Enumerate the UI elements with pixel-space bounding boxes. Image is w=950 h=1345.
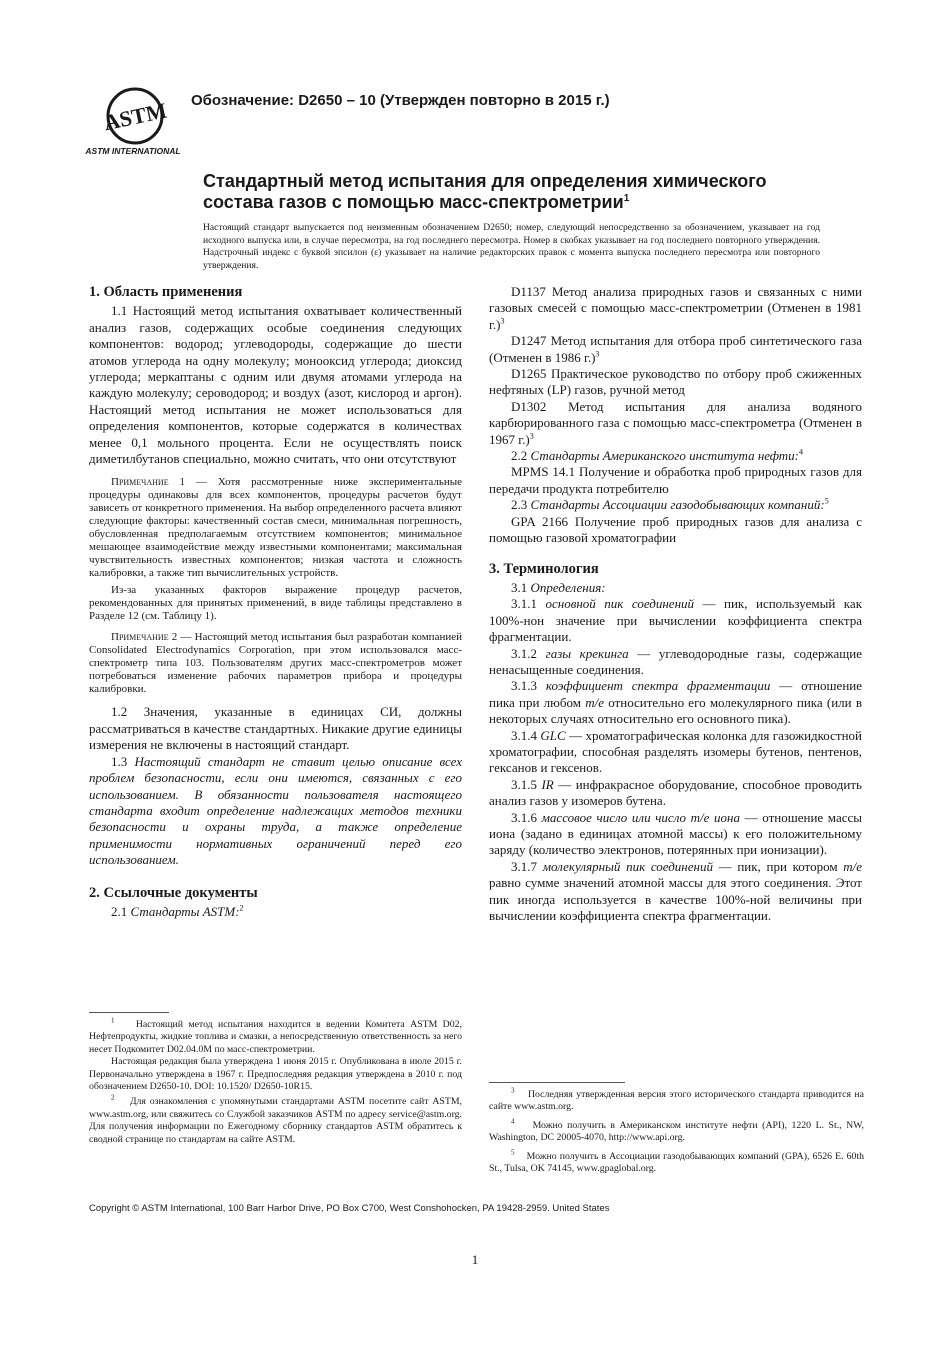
paragraph-2-2	[489, 448, 862, 464]
footnote-2-text: Для ознакомления с упомянутыми стандартами ASTM посетите сайт ASTM, www.astm.org, или свяжитесь со Службой заказчиков ASTM по адресу service@astm.org. Для получения информации по Ежегодному сборнику стандартов ASTM обратитесь к сводной странице по стандартам на сайте ASTM.	[89, 1096, 462, 1145]
paragraph-3-1-6-term: массовое число или число m/e иона	[541, 809, 740, 825]
paragraph-3-1-1-term: основной пик соединений	[545, 596, 695, 612]
paragraph-2-3-num: 2.3	[511, 497, 531, 513]
paragraph-3-1-3-num: 3.1.3	[511, 678, 546, 694]
note-2-text: — Настоящий метод испытания был разработан компанией Consolidated Electrodynamics Corporation, при этом использовался масс-спектрометр типа 103. Пользователям других масс-спектрометров может потребоваться изменение рабочих параметров прибора и процедуры калибровки.	[89, 631, 462, 696]
paragraph-3-1-6	[489, 810, 862, 859]
paragraph-3-1-2-term: газы крекинга	[545, 645, 629, 661]
ref-d1137-text: D1137 Метод анализа природных газов и связанных с ними газовых смесей с помощью масс-спектрометрии (Отменен в 1981 г.)	[489, 284, 862, 332]
footnotes-right	[489, 1082, 864, 1175]
note-1-continuation: Из-за указанных факторов выражение процедур расчетов, рекомендованных для принятых применений, в виде таблицы представлено в Разделе 12 (см. Таблицу 1).	[89, 584, 462, 623]
paragraph-3-1-7-text-b: равно сумме значений атомной массы для этого соединения. Этот пик иногда используется в качестве 100%-ной величины при вычислении коэффициента спектра фрагментации.	[489, 875, 862, 924]
paragraph-2-1	[89, 904, 462, 920]
footnote-2-mark: 2	[111, 1094, 115, 1103]
paragraph-2-1-text: Стандарты ASTM:	[130, 903, 240, 919]
title-footnote-mark: 1	[623, 193, 630, 204]
paragraph-3-1-4-text: — хроматографическая колонка для газожидкостной хроматографии, способная разделять изомеры бутенов, пентенов, гексанов и гексенов.	[489, 727, 862, 776]
left-column	[89, 284, 462, 920]
paragraph-2-2-sup: 4	[799, 447, 803, 457]
paragraph-3-1-5-term: IR	[541, 776, 554, 792]
paragraph-3-1-2-text: — углеводородные газы, содержащие ненасыщенные соединения.	[489, 645, 862, 677]
page-number: 1	[471, 1252, 479, 1267]
footnote-2	[89, 1096, 462, 1146]
ref-d1302-sup: 3	[529, 431, 534, 441]
note-1	[89, 476, 462, 623]
paragraph-1-2: 1.2 Значения, указанные в единицах СИ, должны рассматриваться в качестве стандартных. Никакие другие единицы измерения не включены в настоящий стандарт.	[89, 704, 462, 753]
section-1-heading: 1. Область применения	[89, 284, 243, 300]
ref-d1137-sup: 3	[500, 316, 505, 326]
footnotes-left	[89, 1012, 462, 1146]
paragraph-3-1-5-num: 3.1.5	[511, 776, 542, 792]
section-3-heading: 3. Терминология	[489, 560, 599, 577]
ref-d1137	[489, 284, 862, 333]
astm-logo-icon	[85, 86, 181, 158]
footnote-1-text: Настоящий метод испытания находится в ведении Комитета ASTM D02, Нефтепродукты, жидкие топлива и смазки, а непосредственную ответственность за него несет Подкомитет D02.04.0M по масс-спектрометрии.	[89, 1019, 462, 1055]
ref-d1302	[489, 399, 862, 448]
paragraph-3-1-4-term: GLC	[540, 727, 566, 743]
paragraph-3-1-3-term: коэффициент спектра фрагментации	[545, 678, 771, 694]
paragraph-3-1-3-text-b: относительно его молекулярного пика (или в некоторых случаях относительно его основного пика).	[489, 694, 862, 727]
paragraph-2-1-num: 2.1	[111, 903, 131, 919]
ref-gpa: GPA 2166 Получение проб природных газов для анализа с помощью газовой хроматографии	[489, 513, 862, 546]
paragraph-3-1-5-text: — инфракрасное оборудование, способное проводить анализ газов у изомеров бутена.	[489, 776, 862, 809]
paragraph-3-1-1-num: 3.1.1	[511, 596, 546, 612]
paragraph-3-1-num: 3.1	[511, 579, 531, 595]
designation: Обозначение: D2650 – 10 (Утвержден повторно в 2015 г.)	[191, 92, 610, 109]
footnote-4	[489, 1117, 864, 1145]
svg-text:ASTM: ASTM	[101, 97, 169, 136]
ref-d1247-sup: 3	[595, 349, 600, 359]
paragraph-3-1-6-num: 3.1.6	[511, 809, 542, 825]
paragraph-3-1-4	[489, 728, 862, 777]
footnote-5-mark: 5	[511, 1148, 515, 1157]
paragraph-3-1-6-text: — отношение массы иона (задано в единицах атомной массы) к его положительному заряду (количество электронов, потерянных при ионизации).	[489, 809, 862, 858]
footnote-4-mark: 4	[511, 1117, 515, 1126]
footnote-1-continuation: Настоящая редакция была утверждена 1 июня 2015 г. Опубликована в июле 2015 г. Первоначально утверждена в 1967 г. Предпоследняя редакция утверждена в 2010 г. под обозначением D2650-10. DOI: 10.1520/ D2650-10R15.	[89, 1056, 462, 1093]
paragraph-3-1	[489, 580, 862, 596]
copyright: Copyright © ASTM International, 100 Barr Harbor Drive, PO Box C700, West Conshohocken, PA 19428-2959. United States	[89, 1203, 610, 1214]
paragraph-2-2-num: 2.2	[511, 448, 531, 464]
note-2	[89, 631, 462, 696]
paragraph-2-3-text: Стандарты Ассоциации газодобывающих компаний:	[530, 497, 825, 513]
paragraph-3-1-3	[489, 678, 862, 727]
paragraph-3-1-2	[489, 646, 862, 679]
paragraph-3-1-3-text-a: — отношение пика при любом	[489, 678, 862, 710]
footnote-1	[89, 1016, 462, 1056]
footnote-5	[489, 1148, 864, 1176]
paragraph-3-1-7-text-a: — пик, при котором	[712, 858, 844, 874]
document-title	[203, 171, 823, 213]
paragraph-3-1-5	[489, 777, 862, 810]
paragraph-1-3	[89, 754, 462, 869]
paragraph-3-1-7-term: молекулярный пик соединений	[542, 858, 713, 874]
paragraph-2-3-sup: 5	[824, 496, 829, 506]
ref-d1247-text: D1247 Метод испытания для отбора проб синтетического газа (Отменен в 1986 г.)	[489, 333, 862, 365]
paragraph-3-1-text: Определения:	[530, 579, 606, 595]
ref-d1247	[489, 333, 862, 366]
footnote-4-text: Можно получить в Американском институте нефти (API), 1220 L. St., NW, Washington, DC 20005-4070, http://www.api.org.	[489, 1119, 864, 1144]
preamble: Настоящий стандарт выпускается под неизменным обозначением D2650; номер, следующий непосредственно за обозначением, указывает на год исходного выпуска или, в случае пересмотра, на год последнего пересмотра. Номер в скобках указывает на год последнего повторного утверждения. Надстрочный индекс с буквой эпсилон (ε) указывает на наличие редакторских правок с момента выпуска последнего пересмотра или повторного утверждения.	[203, 222, 820, 271]
paragraph-3-1-3-me: m/e	[585, 694, 604, 710]
paragraph-3-1-7	[489, 859, 862, 925]
footnote-3-text: Последняя утвержденная версия этого исторического стандарта приводится на сайте www.astm.org.	[489, 1089, 864, 1113]
note-2-label: Примечание 2	[111, 631, 178, 644]
section-2-heading: 2. Ссылочные документы	[89, 884, 258, 901]
paragraph-1-3-text: Настоящий стандарт не ставит целью описание всех проблем безопасности, если они имеются, связанных с его использованием. В обязанности пользователя настоящего стандарта входит определение надлежащих методов техники безопасности и охраны труда, а также определение применимости нормативных ограничений перед его использованием.	[89, 753, 462, 868]
ref-d1302-text: D1302 Метод испытания для анализа водяного карбюрированного газа с помощью масс-спектрометра (Отменен в 1967 г.)	[489, 398, 862, 447]
title-text: Стандартный метод испытания для определения химического состава газов с помощью масс-спектрометрии	[203, 171, 767, 212]
note-1-label: Примечание 1	[111, 476, 186, 489]
logo-text: ASTM INTERNATIONAL	[85, 146, 181, 156]
ref-d1265: D1265 Практическое руководство по отбору проб сжиженных нефтяных (LP) газов, ручной метод	[489, 366, 862, 398]
paragraph-2-2-text: Стандарты Американского института нефти:	[530, 448, 799, 464]
paragraph-1-3-num: 1.3	[111, 753, 135, 769]
footnote-1-mark: 1	[111, 1016, 115, 1025]
paragraph-1-1: 1.1 Настоящий метод испытания охватывает количественный анализ газов, содержащих особые соединения следующих компонентов: водород; углеводороды, содержащие до шести атомов углерода на одну молекулу; монооксид углерода; диоксид углерода; меркаптаны с одним или двумя атомами углерода на каждую молекулу; сероводород; и воздух (азот, кислород и аргон). Настоящий метод испытания не может использоваться для определения компонентов, которые содержатся в количествах менее 0,1 мольного процента. Если не осуществлять поиск диметилбутанов специально, можно считать, что они отсутствуют	[89, 303, 462, 467]
note-1-text: — Хотя рассмотренные ниже экспериментальные процедуры одинаковы для всех компонентов, процедуры расчетов будут зависеть от конкретного применения. На выбор определенного расчета влияют следующие факторы: качественный состав смеси, минимальная погрешность, обусловленная предполагаемым отсутствием компонентов; минимальное мешающее взаимодействие между известными компонентами; максимальная чувствительность известных компонентов; низкая частота и сложность калибровки, а также тип вычислительных устройств.	[89, 476, 463, 580]
footnote-3-mark: 3	[511, 1086, 515, 1095]
right-column	[489, 284, 862, 924]
paragraph-3-1-2-num: 3.1.2	[511, 645, 546, 661]
paragraph-3-1-7-me: m/e	[843, 858, 863, 874]
paragraph-3-1-7-num: 3.1.7	[511, 858, 543, 874]
footnote-3	[489, 1086, 864, 1114]
paragraph-3-1-1	[489, 596, 862, 645]
paragraph-2-3	[489, 497, 862, 513]
footnote-rule	[489, 1082, 625, 1083]
paragraph-3-1-1-text: — пик, используемый как 100%-нон значение при вычислении коэффициента спектра фрагментации.	[489, 596, 863, 645]
ref-mpms: MPMS 14.1 Получение и обработка проб природных газов для передачи продукта потребителю	[489, 464, 862, 496]
paragraph-2-1-sup: 2	[239, 903, 244, 913]
footnote-5-text: Можно получить в Ассоциации газодобывающих компаний (GPA), 6526 E. 60th St., Tulsa, OK 74145, www.gpaglobal.org.	[489, 1150, 864, 1175]
paragraph-3-1-4-num: 3.1.4	[511, 727, 541, 743]
footnote-rule	[89, 1012, 169, 1013]
astm-logo	[85, 86, 181, 158]
